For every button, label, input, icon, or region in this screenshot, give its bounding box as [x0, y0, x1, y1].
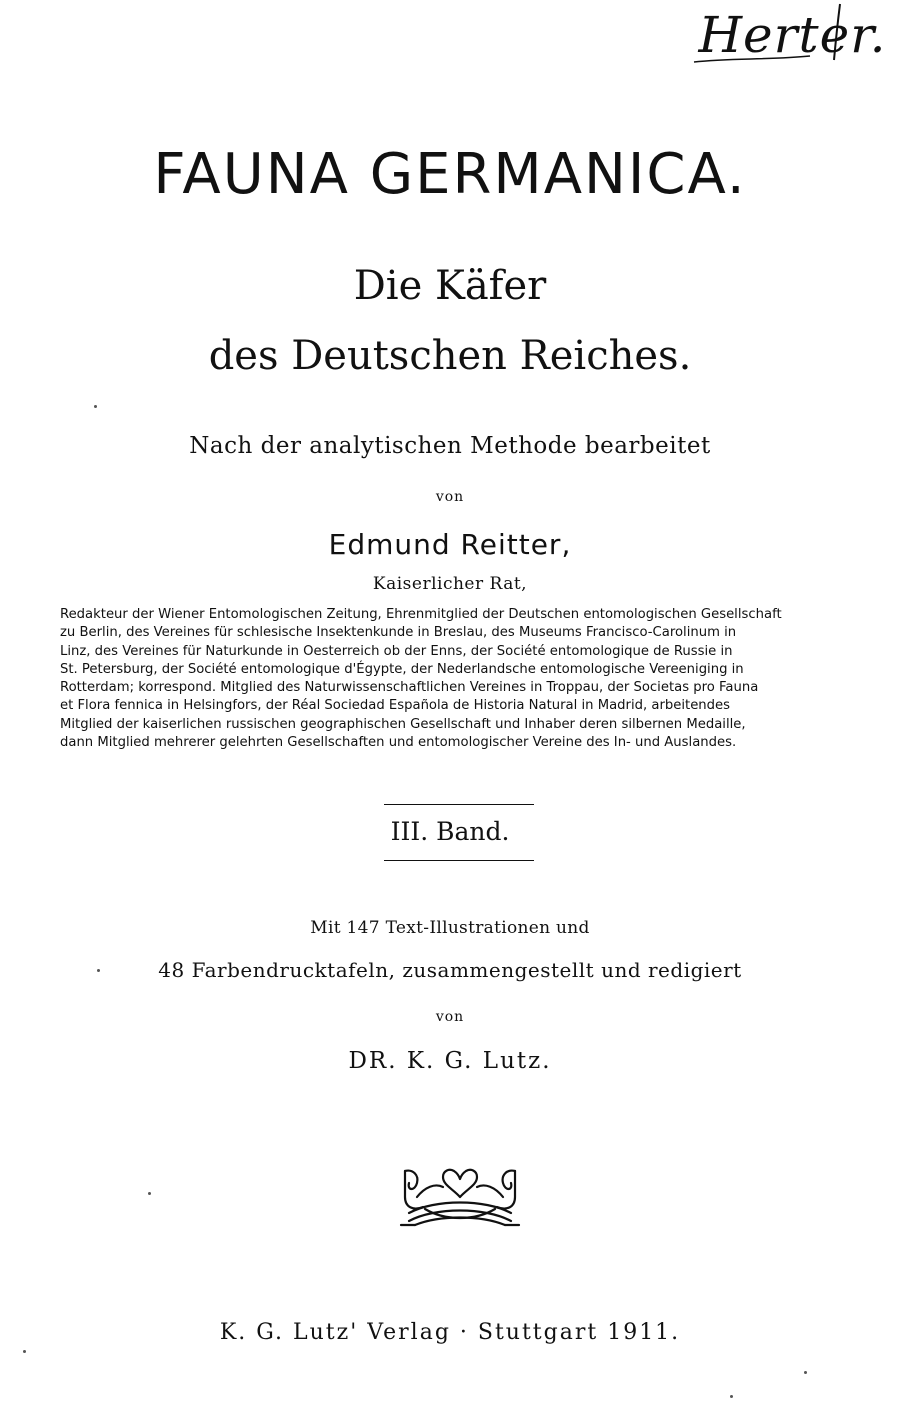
affiliation-line: Redakteur der Wiener Entomologischen Zeitung, Ehrenmitglied der Deutschen entomologischen Gesellschaft [60, 607, 782, 622]
scan-speck [730, 1395, 733, 1398]
illustrations-line-2: 48 Farbendrucktafeln, zusammengestellt und redigiert [158, 958, 742, 982]
by-label-editor: von [435, 1009, 465, 1025]
scan-speck [804, 1371, 807, 1374]
author-name: Edmund Reitter, [328, 528, 572, 561]
affiliation-line: dann Mitglied mehrerer gelehrten Gesellschaften und entomologischer Vereine des In- und Auslandes. [60, 735, 737, 751]
author-title: Kaiserlicher Rat, [372, 574, 528, 594]
scan-speck [97, 969, 100, 972]
handwritten-signature [690, 0, 895, 70]
publisher-imprint: K. G. Lutz' Verlag · Stuttgart 1911. [219, 1320, 681, 1345]
scan-speck [148, 1192, 151, 1195]
illustrations-line-1: Mit 147 Text-Illustrationen und [310, 918, 590, 938]
volume-label: III. Band. [390, 817, 510, 846]
affiliation-line: et Flora fennica in Helsingfors, der Réal Sociedad Española de Historia Natural in Madrid, arbeitendes [60, 698, 731, 714]
scan-speck [23, 1350, 26, 1353]
subtitle-line-1: Die Käfer [353, 263, 547, 309]
art-nouveau-ornament-icon [395, 1163, 525, 1231]
affiliation-line: Rotterdam; korrespond. Mitglied des Naturwissenschaftlichen Vereines in Troppau, der Societas pro Fauna [60, 680, 759, 696]
by-label: von [435, 489, 465, 505]
editor-name: DR. K. G. Lutz. [348, 1048, 552, 1074]
book-title: FAUNA GERMANICA. [153, 142, 747, 207]
affiliation-line: Mitglied der kaiserlichen russischen geographischen Gesellschaft und Inhaber deren silbernen Medaille, [60, 716, 746, 732]
divider-bottom [384, 860, 534, 861]
method-statement: Nach der analytischen Methode bearbeitet [189, 433, 711, 459]
affiliation-line: Linz, des Vereines für Naturkunde in Oesterreich ob der Enns, der Société entomologique de Russie in [60, 643, 733, 659]
signature-flourish [690, 0, 895, 70]
scan-speck [94, 405, 97, 408]
affiliation-line: St. Petersburg, der Société entomologique d'Égypte, der Nederlandsche entomologische Vereeniging in [60, 661, 744, 677]
divider-top [384, 804, 534, 805]
author-affiliations [60, 606, 846, 752]
subtitle-line-2: des Deutschen Reiches. [208, 333, 692, 379]
affiliation-line: zu Berlin, des Vereines für schlesische Insektenkunde in Breslau, des Museums Francisco-Carolinum in [60, 625, 737, 641]
signature-text: Herter. [698, 6, 887, 64]
